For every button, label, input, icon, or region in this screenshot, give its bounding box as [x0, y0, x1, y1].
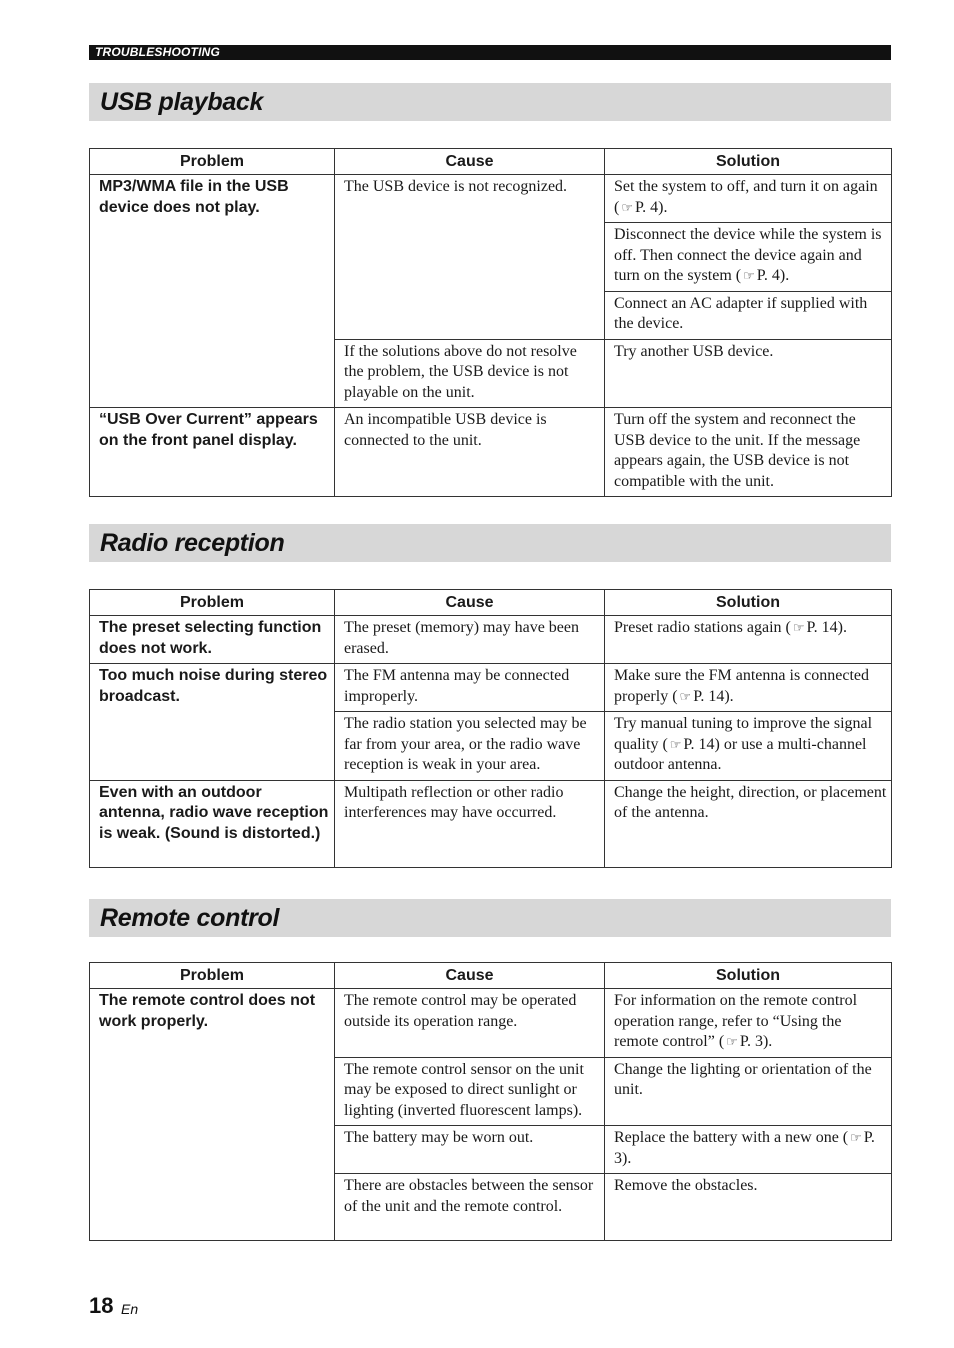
cause-cell: The battery may be worn out.: [335, 1126, 605, 1174]
solution-text-tail: ).: [724, 687, 734, 705]
section-title-usb-playback: USB playback: [89, 83, 891, 121]
radio-reception-table: [89, 589, 892, 868]
table-header-row: [90, 963, 892, 989]
solution-cell: Change the lighting or orientation of the unit.: [605, 1057, 892, 1126]
solution-cell: Remove the obstacles.: [605, 1174, 892, 1241]
column-header-cause: Cause: [335, 963, 605, 989]
solution-cell: [605, 664, 892, 712]
pointing-hand-reference-icon: ☞: [743, 268, 755, 283]
solution-text: Preset radio stations again (: [614, 619, 791, 636]
pointing-hand-reference-icon: ☞: [679, 688, 692, 704]
page-number: 18: [89, 1293, 114, 1318]
solution-text: Disconnect the device while the system is off. Then connect the device again and turn on the system (: [614, 226, 882, 284]
column-header-solution: Solution: [605, 590, 892, 616]
cause-cell: The radio station you selected may be far from your area, or the radio wave reception is weak in your area.: [335, 712, 605, 781]
remote-control-table: [89, 962, 892, 1241]
solution-cell: Connect an AC adapter if supplied with the device.: [605, 291, 892, 339]
solution-text-tail: ).: [837, 619, 847, 636]
table-row: [90, 616, 892, 664]
solution-text-tail: ).: [762, 1033, 773, 1050]
page-reference: P. 14: [693, 687, 725, 705]
pointing-hand-reference-icon: ☞: [792, 620, 805, 635]
pointing-hand-reference-icon: ☞: [850, 1130, 862, 1145]
solution-text: Make sure the FM antenna is connected properly (: [614, 667, 870, 705]
table-header-row: [90, 149, 892, 175]
solution-text-tail: ).: [658, 198, 668, 216]
cause-cell: Multipath reflection or other radio interferences may have occurred.: [335, 780, 605, 867]
solution-cell: [605, 1126, 892, 1174]
column-header-problem: Problem: [90, 149, 335, 175]
cause-cell: An incompatible USB device is connected to the unit.: [335, 408, 605, 497]
section-title-radio-reception: Radio reception: [89, 524, 891, 562]
column-header-solution: Solution: [605, 963, 892, 989]
table-row: [90, 780, 892, 867]
solution-cell: [605, 175, 892, 223]
problem-cell: The remote control does not work properly.: [90, 989, 335, 1241]
problem-cell: Even with an outdoor antenna, radio wave reception is weak. (Sound is distorted.): [90, 780, 335, 867]
column-header-solution: Solution: [605, 149, 892, 175]
column-header-cause: Cause: [335, 149, 605, 175]
pointing-hand-reference-icon: ☞: [621, 199, 633, 215]
table-row: [90, 408, 892, 497]
table-row: [90, 989, 892, 1058]
solution-text-tail: ).: [622, 1149, 632, 1167]
pointing-hand-reference-icon: ☞: [669, 736, 682, 752]
chapter-header: TROUBLESHOOTING: [89, 45, 891, 60]
solution-cell: [605, 223, 892, 292]
page-reference: P. 4: [634, 198, 659, 216]
page-language: En: [121, 1301, 139, 1317]
cause-cell: The remote control may be operated outside its operation range.: [335, 989, 605, 1058]
solution-cell: Try another USB device.: [605, 339, 892, 408]
problem-cell: Too much noise during stereo broadcast.: [90, 664, 335, 781]
page-reference: P. 14: [806, 619, 838, 636]
section-title-remote-control: Remote control: [89, 899, 891, 937]
solution-cell: [605, 712, 892, 781]
solution-cell: [605, 616, 892, 664]
solution-text-tail: ).: [779, 267, 790, 284]
usb-playback-table: [89, 148, 892, 497]
solution-text: Replace the battery with a new one (: [614, 1129, 849, 1146]
solution-text: Set the system to off, and turn it on again (: [614, 178, 878, 216]
cause-cell: The USB device is not recognized.: [335, 175, 605, 340]
solution-text-tail: ) or use a multi-channel outdoor antenna.: [614, 735, 867, 773]
problem-cell: MP3/WMA file in the USB device does not play.: [90, 175, 335, 408]
table-row: [90, 175, 892, 223]
cause-cell: The preset (memory) may have been erased.: [335, 616, 605, 664]
page-reference: P. 3: [614, 1129, 875, 1167]
column-header-cause: Cause: [335, 590, 605, 616]
problem-cell: “USB Over Current” appears on the front panel display.: [90, 408, 335, 497]
cause-cell: If the solutions above do not resolve the problem, the USB device is not playable on the unit.: [335, 339, 605, 408]
cause-cell: The FM antenna may be connected improperly.: [335, 664, 605, 712]
cause-cell: The remote control sensor on the unit may be exposed to direct sunlight or lighting (inverted fluorescent lamps).: [335, 1057, 605, 1126]
pointing-hand-reference-icon: ☞: [726, 1034, 738, 1049]
solution-text: Try manual tuning to improve the signal quality (: [614, 715, 873, 753]
column-header-problem: Problem: [90, 590, 335, 616]
page-reference: P. 14: [683, 735, 715, 753]
table-header-row: [90, 590, 892, 616]
page-reference: P. 4: [756, 267, 780, 284]
column-header-problem: Problem: [90, 963, 335, 989]
solution-text: For information on the remote control operation range, refer to “Using the remote control” (: [614, 992, 858, 1050]
problem-cell: The preset selecting function does not work.: [90, 616, 335, 664]
solution-cell: [605, 989, 892, 1058]
solution-cell: Change the height, direction, or placement of the antenna.: [605, 780, 892, 867]
page-reference: P. 3: [739, 1033, 763, 1050]
cause-cell: There are obstacles between the sensor of the unit and the remote control.: [335, 1174, 605, 1241]
table-row: [90, 664, 892, 712]
solution-cell: Turn off the system and reconnect the USB device to the unit. If the message appears again, the USB device is not compatible with the unit.: [605, 408, 892, 497]
